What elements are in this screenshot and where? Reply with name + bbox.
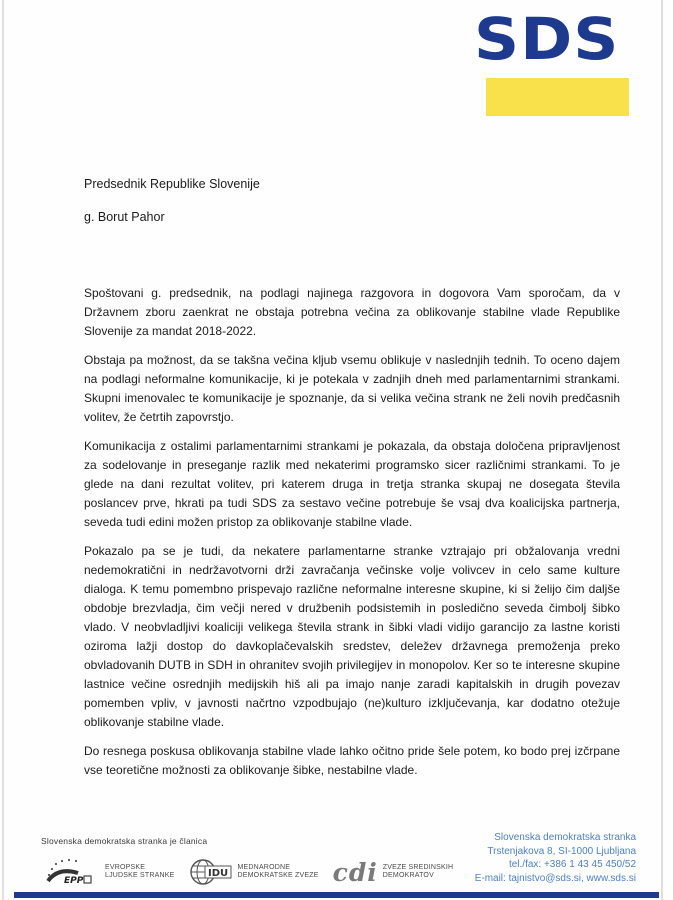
paragraph-salutation: Spoštovani g. predsednik, na podlagi najinega razgovora in dogovora Vam sporočam, da v Državnem zboru zaenkrat ne obstaja potrebna večina za oblikovanje stabilne vlade Republike Slovenije za mandat 2018-2022. — [84, 286, 620, 338]
epp-label-line1: EVROPSKE — [105, 863, 146, 871]
membership-note: Slovenska demokratska stranka je članica — [41, 836, 208, 846]
paragraph-4: Pokazalo pa se je tudi, da nekatere parlamentarne stranke vztrajajo pri obžalovanja vredni nedemokratični in nedržavotvorni drži zavračanja večinske volje volivcev in celo same kulture dialoga. K temu pomembno prispevajo različne neformalne interesne skupine, ki si želijo čim daljše obdobje brezvladja, čim večji nered v družbenih podsistemih in posledično seveda čimbolj šibko vlado. V neobvladljivi koaliciji velikega števila strank in šibki vladi vidijo garancijo za lastne koristi oziroma lažji dostop do davkoplačevalskih sredstev, deležev državnega premoženja preko obvladovanih DUTB in SDH in ohranitev svojih privilegijev in monopolov. Ker so te interesne skupine lastnice večine osrednjih medijskih hiš ali pa imajo nanje zaradi kapitalskih in drugih povezav pomemben vpliv, v javnosti načrtno vzpodbujajo (ne)kulturo izključevanja, kar dodatno otežuje oblikovanje stabilne vlade. — [84, 544, 620, 729]
cdi-label — [383, 864, 454, 881]
sds-logo — [474, 5, 636, 116]
membership-logos-row — [44, 854, 454, 890]
membership-epp — [44, 857, 175, 887]
svg-text:IDU: IDU — [207, 868, 228, 879]
idu-label-line2: DEMOKRATSKE ZVEZE — [237, 872, 319, 879]
letter-body — [84, 284, 620, 790]
scan-edge-left — [2, 0, 4, 900]
svg-text:EPP: EPP — [64, 876, 84, 886]
contact-email-web: E-mail: tajnistvo@sds.si, www.sds.si — [474, 872, 636, 884]
sds-logo-yellow-bar — [486, 78, 629, 116]
epp-stars-icon — [44, 857, 100, 887]
paragraph-3: Komunikacija z ostalimi parlamentarnimi strankami je pokazala, da obstaja določena pripravljenost za sodelovanje in preseganje razlik med nekaterimi programsko sicer različnimi strankami. To je glede na dani rezultat volitev, pri katerem druga in tretja stranka skupaj ne dosegata števila poslancev prve, hkrati pa tudi SDS za sestavo večine potrebuje še vsaj dva koalicijska partnerja, seveda tudi edini možen pristop za oblikovanje stabilne vlade. — [84, 439, 620, 529]
idu-label — [238, 864, 319, 881]
contact-block — [475, 831, 636, 885]
scan-edge-right — [661, 0, 663, 900]
recipient-name: g. Borut Pahor — [84, 210, 165, 224]
recipient-block — [84, 176, 260, 225]
paragraph-closing: Do resnega poskusa oblikovanja stabilne vlade lahko očitno pride šele potem, ko bodo prej izčrpane vse teoretične možnosti za oblikovanje šibke, nestabilne vlade. — [84, 744, 620, 777]
cdi-label-line2: DEMOKRATOV — [382, 872, 434, 879]
sds-logo-text: SDS — [474, 5, 620, 73]
contact-party-name: Slovenska demokratska stranka — [494, 832, 636, 843]
membership-idu — [189, 857, 319, 887]
contact-address: Trstenjakova 8, SI-1000 Ljubljana — [487, 845, 636, 857]
contact-phone: tel./fax: +386 1 43 45 450/52 — [508, 859, 636, 870]
cdi-logo-text: cdi — [332, 857, 378, 887]
cdi-label-line1: ZVEZE SREDINSKIH — [382, 863, 454, 871]
recipient-title: Predsednik Republike Slovenije — [84, 177, 260, 191]
paragraph-2: Obstaja pa možnost, da se takšna večina kljub vsemu oblikuje v naslednjih tednih. To oceno dajem na podlagi neformalne komunikacije, ki je potekala v zadnjih dneh med parlamentarnimi strankami. Skupni imenovalec te komunikacije je spoznanje, da si velika večina strank ne želi novih predčasnih volitev, že četrtih zapovrstjo. — [84, 353, 620, 424]
idu-label-line1: MEDNARODNE — [237, 863, 291, 871]
membership-cdi — [332, 857, 454, 887]
bottom-blue-bar — [14, 892, 659, 898]
epp-label-line2: LJUDSKE STRANKE — [105, 872, 175, 879]
epp-label — [105, 864, 175, 881]
idu-globe-icon — [189, 857, 233, 887]
